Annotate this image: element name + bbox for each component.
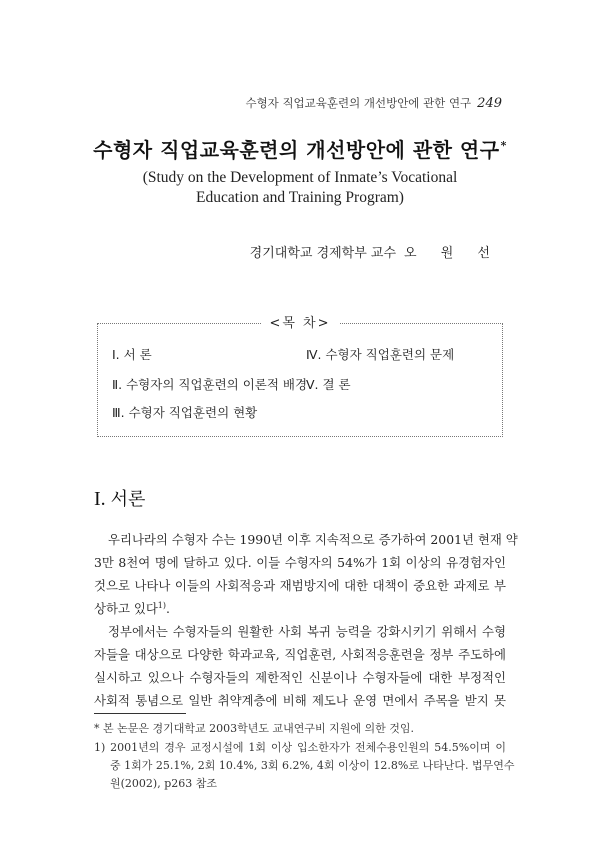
toc-item: Ⅴ. 결 론 (306, 377, 351, 392)
english-title-line-2: Education and Training Program) (196, 189, 404, 206)
body-line: 우리나라의 수형자 수는 1990년 이후 지속적으로 증가하여 2001년 현재 약 (108, 532, 518, 547)
section-heading (94, 485, 145, 511)
section-title: 서론 (110, 489, 146, 510)
running-header (245, 95, 502, 111)
toc-title-text: <목 차> (261, 316, 338, 331)
table-of-contents-title (0, 312, 600, 331)
author-affiliation: 경기대학교 경제학부 교수 (249, 246, 397, 261)
body-line: 정부에서는 수형자들의 원활한 사회 복귀 능력을 강화시키기 위해서 수형 (108, 624, 506, 639)
toc-item: Ⅳ. 수형자 직업훈련의 문제 (306, 347, 455, 362)
body-line: 사회적 통념으로 일반 취약계층에 비해 제도나 운영 면에서 주목을 받지 못 (94, 693, 506, 708)
section-number: I. (94, 488, 106, 510)
toc-item: Ⅱ. 수형자의 직업훈련의 이론적 배경 (112, 377, 308, 392)
footnote-star: * 본 논문은 경기대학교 2003학년도 교내연구비 지원에 의한 것임. (94, 722, 414, 735)
english-title (0, 168, 600, 208)
footnote-1-line-3: 원(2002), p263 참조 (110, 777, 217, 790)
body-line (94, 599, 506, 617)
body-line: 3만 8천여 명에 달하고 있다. 이들 수형자의 54%가 1회 이상의 유경험자인 (94, 555, 506, 570)
toc-item: Ⅲ. 수형자 직업훈련의 현황 (112, 405, 258, 420)
body-line: 실시하고 있으나 수형자들의 제한적인 신분이나 수형자들에 대한 부정적인 (94, 670, 506, 685)
sentence-end: . (166, 601, 170, 616)
body-line-text: 상하고 있다 (94, 601, 158, 616)
page-number: 249 (477, 96, 502, 111)
body-line: 자들을 대상으로 다양한 학과교육, 직업훈련, 사회적응훈련을 정부 주도하에 (94, 647, 506, 662)
running-header-title: 수형자 직업교육훈련의 개선방안에 관한 연구 (245, 96, 472, 110)
paper-title (0, 134, 600, 163)
author-name: 오 원 선 (404, 246, 500, 261)
footnote-1-line-1: 1) 2001년의 경우 교정시설에 1회 이상 입소한자가 전체수용인원의 54.5%이며 이 (94, 741, 506, 754)
english-title-line-1: (Study on the Development of Inmate’s Vocational (142, 169, 458, 186)
body-line: 것으로 나타나 이들의 사회적응과 재범방지에 대한 대책이 중요한 과제로 부 (94, 578, 506, 593)
paper-title-text: 수형자 직업교육훈련의 개선방안에 관한 연구 (93, 138, 500, 162)
toc-item: Ⅰ. 서 론 (112, 347, 152, 362)
title-footnote-marker: * (500, 139, 507, 153)
author-line (250, 242, 500, 261)
footnote-1-line-2: 중 1회가 25.1%, 2회 10.4%, 3회 6.2%, 4회 이상이 12.8%로 나타난다. 법무연수 (110, 759, 515, 772)
footnote-reference: 1) (157, 600, 167, 610)
footnote-rule (94, 713, 186, 714)
